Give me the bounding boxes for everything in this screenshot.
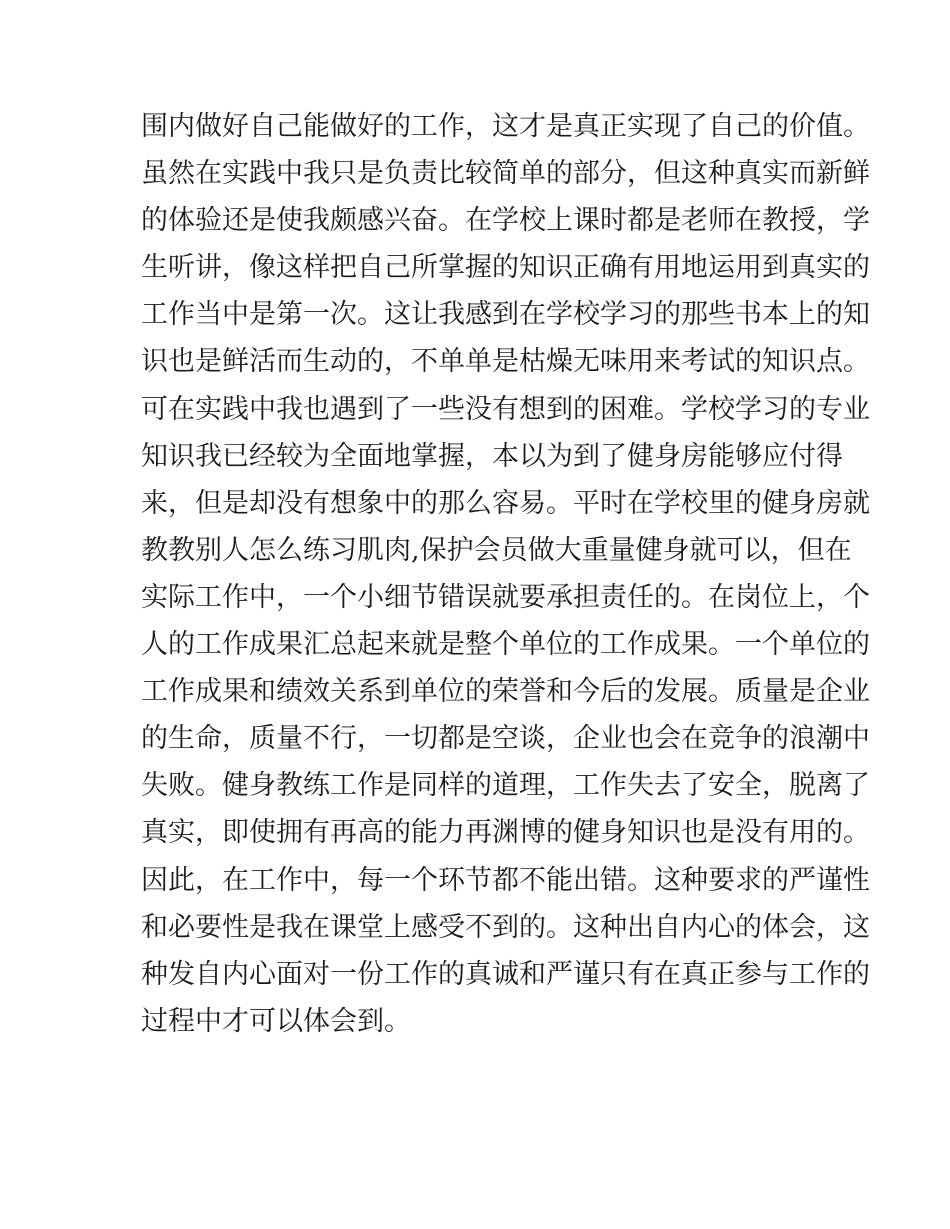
- text-line-14: 的生命，质量不行，一切都是空谈，企业也会在竞争的浪潮中: [141, 723, 870, 755]
- text-line-12: 人的工作成果汇总起来就是整个单位的工作成果。一个单位的: [141, 629, 870, 661]
- text-line-18: 和必要性是我在课堂上感受不到的。这种出自内心的体会，这: [141, 911, 870, 943]
- text-line-2: 虽然在实践中我只是负责比较简单的部分，但这种真实而新鲜: [141, 158, 870, 190]
- text-line-19: 种发自内心面对一份工作的真诚和严谨只有在真正参与工作的: [141, 958, 870, 990]
- text-line-16: 真实，即使拥有再高的能力再渊博的健身知识也是没有用的。: [141, 817, 870, 849]
- text-line-8: 知识我已经较为全面地掌握，本以为到了健身房能够应付得: [141, 440, 843, 472]
- text-line-5: 工作当中是第一次。这让我感到在学校学习的那些书本上的知: [141, 299, 870, 331]
- text-line-4: 生听讲，像这样把自己所掌握的知识正确有用地运用到真实的: [141, 252, 870, 284]
- text-line-7: 可在实践中我也遇到了一些没有想到的困难。学校学习的专业: [141, 393, 870, 425]
- text-line-10: 教教别人怎么练习肌肉,保护会员做大重量健身就可以，但在: [141, 534, 852, 566]
- text-line-3: 的体验还是使我颇感兴奋。在学校上课时都是老师在教授，学: [141, 205, 870, 237]
- text-line-13: 工作成果和绩效关系到单位的荣誉和今后的发展。质量是企业: [141, 676, 870, 708]
- body-text: [141, 103, 870, 1045]
- text-line-15: 失败。健身教练工作是同样的道理，工作失去了安全，脱离了: [141, 770, 870, 802]
- text-line-11: 实际工作中，一个小细节错误就要承担责任的。在岗位上，个: [141, 581, 870, 613]
- text-line-9: 来，但是却没有想象中的那么容易。平时在学校里的健身房就: [141, 487, 870, 519]
- text-line-6: 识也是鲜活而生动的，不单单是枯燥无味用来考试的知识点。: [141, 346, 870, 378]
- text-line-20: 过程中才可以体会到。: [141, 1005, 411, 1037]
- text-line-17: 因此，在工作中，每一个环节都不能出错。这种要求的严谨性: [141, 864, 870, 896]
- text-line-1: 围内做好自己能做好的工作，这才是真正实现了自己的价值。: [141, 111, 870, 142]
